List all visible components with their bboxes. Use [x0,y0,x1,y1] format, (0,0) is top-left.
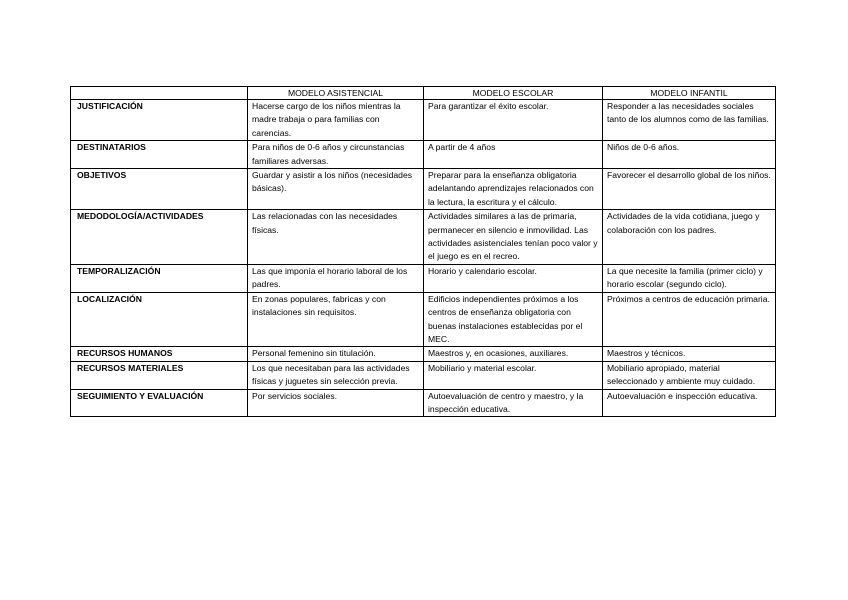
table-row [71,389,776,417]
table-cell: La que necesite la familia (primer ciclo) y horario escolar (segundo ciclo). [603,264,776,292]
table-row [71,210,776,265]
table-header-row [71,87,776,100]
table-cell: A partir de 4 años [424,141,603,169]
table-cell: Las que imponía el horario laboral de los padres. [248,264,424,292]
table-cell: Maestros y técnicos. [603,347,776,361]
header-cell-modelo-asistencial: MODELO ASISTENCIAL [248,87,424,100]
table-row [71,292,776,347]
table-cell: Personal femenino sin titulación. [248,347,424,361]
row-label: DESTINATARIOS [71,141,248,169]
table-cell: Edificios independientes próximos a los centros de enseñanza obligatoria con buenas instalaciones establecidas por el MEC. [424,292,603,347]
header-cell-empty [71,87,248,100]
table-row [71,100,776,141]
row-label: OBJETIVOS [71,169,248,210]
table-row [71,141,776,169]
table-cell: Hacerse cargo de los niños mientras la madre trabaja o para familias con carencias. [248,100,424,141]
row-label: JUSTIFICACIÓN [71,100,248,141]
row-label: LOCALIZACIÓN [71,292,248,347]
row-label: TEMPORALIZACIÓN [71,264,248,292]
table-cell: Para niños de 0-6 años y circunstancias familiares adversas. [248,141,424,169]
table-cell: Las relacionadas con las necesidades físicas. [248,210,424,265]
row-label: MEDODOLOGÍA/ACTIVIDADES [71,210,248,265]
table-cell: Mobiliario y material escolar. [424,361,603,389]
comparison-table [70,86,776,417]
table-cell: Horario y calendario escolar. [424,264,603,292]
table-cell: Autoevaluación de centro y maestro, y la inspección educativa. [424,389,603,417]
table-cell: Actividades similares a las de primaria, permanecer en silencio e inmovilidad. Las actividades asistenciales tenían poco valor y el juego es en el recreo. [424,210,603,265]
table-row [71,169,776,210]
table-row [71,361,776,389]
table-row [71,347,776,361]
table-cell: En zonas populares, fabricas y con instalaciones sin requisitos. [248,292,424,347]
table-cell: Actividades de la vida cotidiana, juego y colaboración con los padres. [603,210,776,265]
table-cell: Responder a las necesidades sociales tanto de los alumnos como de las familias. [603,100,776,141]
table-row [71,264,776,292]
table-cell: Por servicios sociales. [248,389,424,417]
table-cell: Preparar para la enseñanza obligatoria adelantando aprendizajes relacionados con la lectura, la escritura y el cálculo. [424,169,603,210]
header-cell-modelo-escolar: MODELO ESCOLAR [424,87,603,100]
table-cell: Favorecer el desarrollo global de los niños. [603,169,776,210]
row-label: SEGUIMIENTO Y EVALUACIÓN [71,389,248,417]
table-cell: Autoevaluación e inspección educativa. [603,389,776,417]
table-cell: Niños de 0-6 años. [603,141,776,169]
row-label: RECURSOS MATERIALES [71,361,248,389]
table-cell: Los que necesitaban para las actividades físicas y juguetes sin selección previa. [248,361,424,389]
table-cell: Mobiliario apropiado, material seleccionado y ambiente muy cuidado. [603,361,776,389]
row-label: RECURSOS HUMANOS [71,347,248,361]
header-cell-modelo-infantil: MODELO INFANTIL [603,87,776,100]
table-cell: Para garantizar el éxito escolar. [424,100,603,141]
table-cell: Guardar y asistir a los niños (necesidades básicas). [248,169,424,210]
table-cell: Próximos a centros de educación primaria. [603,292,776,347]
table-cell: Maestros y, en ocasiones, auxiliares. [424,347,603,361]
